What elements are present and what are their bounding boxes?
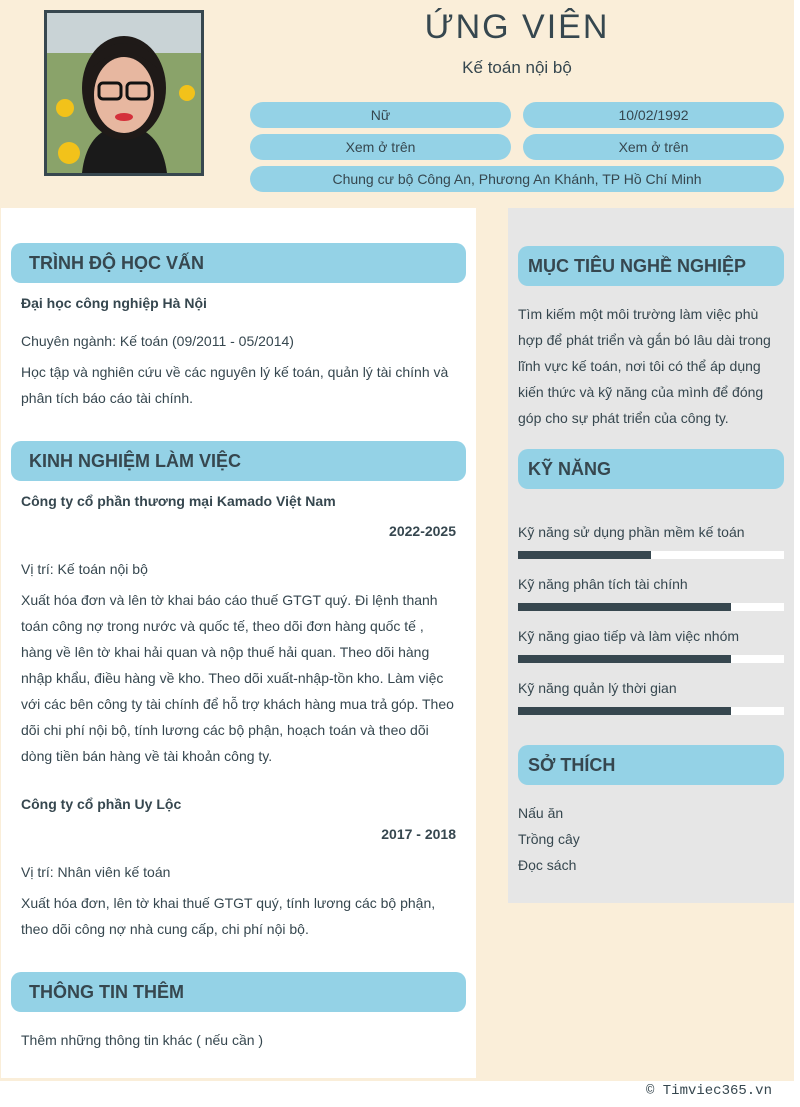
skill-bar xyxy=(518,655,784,663)
birthdate-pill: 10/02/1992 xyxy=(523,102,784,128)
job-period: 2017 - 2018 xyxy=(381,826,456,842)
skill-bar-fill xyxy=(518,707,731,715)
objective-text: Tìm kiếm một môi trường làm việc phù hợp để phát triển và gắn bó lâu dài trong lĩnh vực kế toán, nơi tôi có thể áp dụng kiến thức và kỹ năng của mình để đóng góp cho sự phát triển của công ty. xyxy=(518,306,771,426)
education-description: Học tập và nghiên cứu về các nguyên lý kế toán, quản lý tài chính và phân tích báo cáo tài chính. xyxy=(21,364,449,406)
job-position: Vị trí: Kế toán nội bộ xyxy=(21,561,148,577)
skill-label: Kỹ năng giao tiếp và làm việc nhóm xyxy=(518,628,740,644)
skill-bar-fill xyxy=(518,655,731,663)
job-period: 2022-2025 xyxy=(389,523,456,539)
candidate-name: ỨNG VIÊN xyxy=(424,8,610,46)
education-school: Đại học công nghiệp Hà Nội xyxy=(21,295,207,311)
hobby-item: Đọc sách xyxy=(518,857,577,873)
skill-bar xyxy=(518,707,784,715)
footer-copyright: © Timviec365.vn xyxy=(645,1083,772,1099)
education-major: Chuyên ngành: Kế toán (09/2011 - 05/2014) xyxy=(21,333,294,349)
additional-heading: THÔNG TIN THÊM xyxy=(11,972,466,1012)
skill-bar-fill xyxy=(518,603,731,611)
experience-heading: KINH NGHIỆM LÀM VIỆC xyxy=(11,441,466,481)
job-company: Công ty cổ phần Uy Lộc xyxy=(21,796,182,812)
email-pill: Xem ở trên xyxy=(523,134,784,160)
skill-label: Kỹ năng sử dụng phần mềm kế toán xyxy=(518,524,745,540)
skill-bar xyxy=(518,603,784,611)
skill-label: Kỹ năng phân tích tài chính xyxy=(518,576,688,592)
skill-bar-fill xyxy=(518,551,651,559)
job-description: Xuất hóa đơn và lên tờ khai báo cáo thuế GTGT quý. Đi lệnh thanh toán công nợ trong nước và quốc tế, theo dõi đơn hàng quốc tế , hàng về lên tờ khai hải quan và nộp thuế hải quan. Theo dõi hàng nhập khẩu, điều hàng về kho. Theo dõi xuất-nhập-tồn kho. Làm việc với các bên công ty tài chính để hỗ trợ khách hàng mua trả góp. Theo dõi chi phí nội bộ, tính lương các bộ phận, hoạch toán và theo dõi dòng tiền bán hàng về tài khoản công ty. xyxy=(21,592,454,764)
hobby-item: Nấu ăn xyxy=(518,805,564,821)
additional-text: Thêm những thông tin khác ( nếu cần ) xyxy=(21,1032,264,1048)
phone-pill: Xem ở trên xyxy=(250,134,511,160)
address-pill: Chung cư bộ Công An, Phương An Khánh, TP Hồ Chí Minh xyxy=(250,166,784,192)
job-description: Xuất hóa đơn, lên tờ khai thuế GTGT quý, tính lương các bộ phận, theo dõi công nợ nhà cung cấp, chi phí nội bộ. xyxy=(21,895,436,937)
objective-heading: MỤC TIÊU NGHỀ NGHIỆP xyxy=(518,246,784,286)
job-company: Công ty cổ phần thương mại Kamado Việt Nam xyxy=(21,493,336,509)
portrait-photo-icon xyxy=(47,13,201,173)
gender-pill: Nữ xyxy=(250,102,511,128)
skill-label: Kỹ năng quản lý thời gian xyxy=(518,680,677,696)
hobbies-heading: SỞ THÍCH xyxy=(518,745,784,785)
avatar xyxy=(44,10,204,176)
skill-bar xyxy=(518,551,784,559)
skills-heading: KỸ NĂNG xyxy=(518,449,784,489)
job-title: Kế toán nội bộ xyxy=(462,58,572,77)
job-position: Vị trí: Nhân viên kế toán xyxy=(21,864,171,880)
hobby-item: Trồng cây xyxy=(518,831,580,847)
education-heading: TRÌNH ĐỘ HỌC VẤN xyxy=(11,243,466,283)
